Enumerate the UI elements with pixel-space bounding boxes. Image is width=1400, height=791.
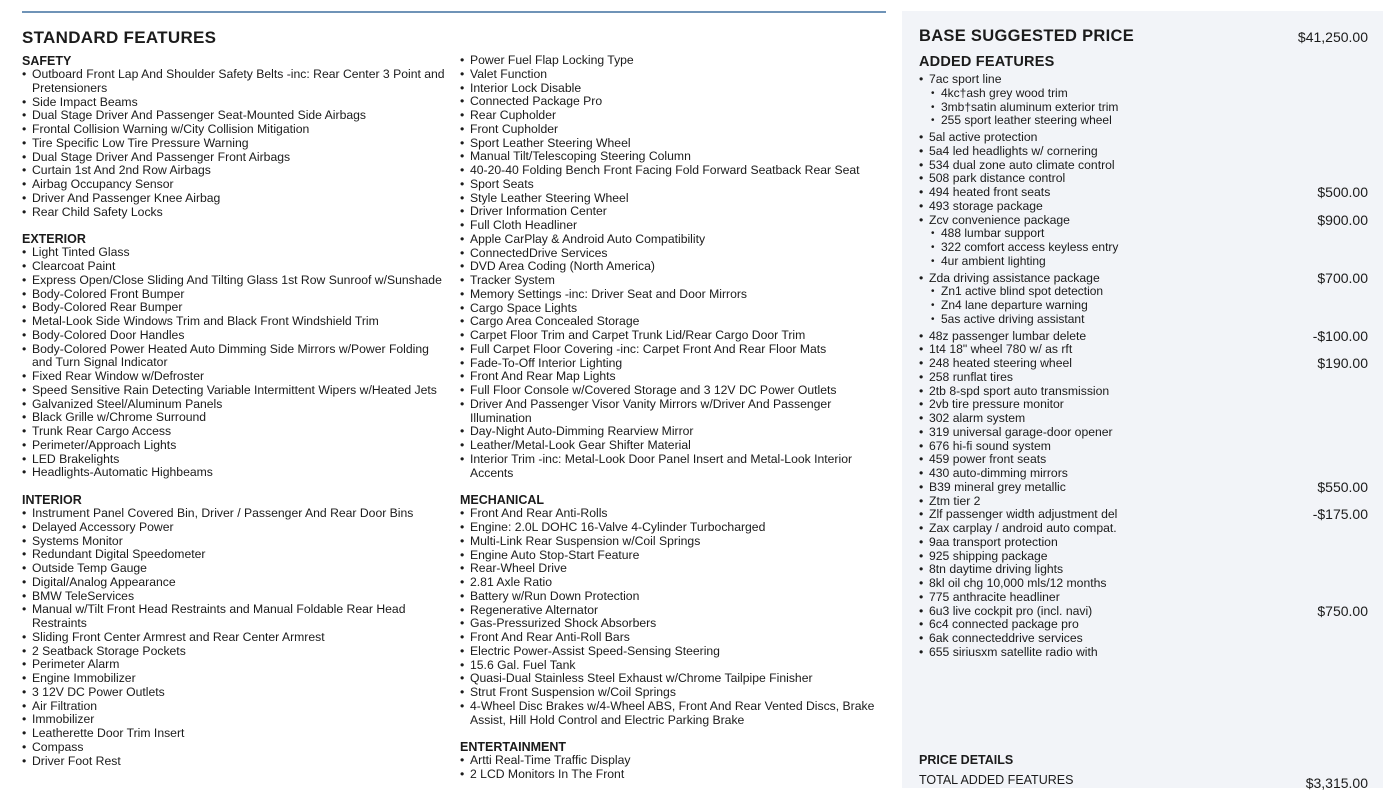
feature-item: • Strut Front Suspension w/Coil Springs	[460, 686, 885, 700]
feature-item: • Full Cloth Headliner	[460, 219, 885, 233]
feature-item: • ConnectedDrive Services	[460, 247, 885, 261]
feature-item: • Day-Night Auto-Dimming Rearview Mirror	[460, 425, 885, 439]
option-price: $900.00	[1317, 211, 1368, 228]
option-sub-list	[919, 227, 1368, 268]
feature-item: • Express Open/Close Sliding And Tilting Glass 1st Row Sunroof w/Sunshade	[22, 274, 452, 288]
option-item	[919, 618, 1368, 632]
option-label: 258 runflat tires	[929, 369, 1014, 384]
option-label: 1t4 18" wheel 780 w/ as rft	[929, 342, 1073, 357]
feature-item: • 15.6 Gal. Fuel Tank	[460, 659, 885, 673]
option-price: -$100.00	[1312, 327, 1368, 344]
standard-features-title: STANDARD FEATURES	[22, 28, 217, 47]
option-sub-item: • Zn4 lane departure warning	[931, 299, 1368, 313]
feature-item: • Carpet Floor Trim and Carpet Trunk Lid/Rear Cargo Door Trim	[460, 329, 885, 343]
header-rule	[22, 11, 886, 13]
option-price: -$175.00	[1312, 506, 1368, 523]
option-label: Zda driving assistance package	[929, 270, 1100, 285]
feature-item: • BMW TeleServices	[22, 590, 452, 604]
option-label: 2vb tire pressure monitor	[929, 397, 1064, 412]
option-label: 8tn daytime driving lights	[929, 562, 1064, 577]
option-item	[919, 440, 1368, 454]
feature-item: • Air Filtration	[22, 700, 452, 714]
feature-item: • Body-Colored Front Bumper	[22, 288, 452, 302]
option-label: 534 dual zone auto climate control	[929, 157, 1115, 172]
option-item	[919, 426, 1368, 440]
feature-item: • Body-Colored Power Heated Auto Dimming Side Mirrors w/Power Folding and Turn Signal Indicator	[22, 343, 452, 371]
option-item	[919, 343, 1368, 357]
option-item	[919, 412, 1368, 426]
feature-list	[460, 507, 885, 727]
option-label: 302 alarm system	[929, 411, 1026, 425]
option-item	[919, 646, 1368, 660]
feature-item: • Airbag Occupancy Sensor	[22, 178, 452, 192]
feature-item: • Curtain 1st And 2nd Row Airbags	[22, 164, 452, 178]
option-item	[919, 478, 1368, 495]
feature-item: • Battery w/Run Down Protection	[460, 590, 885, 604]
feature-item: • 2 LCD Monitors In The Front	[460, 768, 885, 782]
option-item	[919, 453, 1368, 467]
feature-item: • Compass	[22, 741, 452, 755]
feature-item: • 40-20-40 Folding Bench Front Facing Fold Forward Seatback Rear Seat	[460, 164, 885, 178]
option-sub-item: • 4ur ambient lighting	[931, 255, 1368, 269]
feature-item: • Fade-To-Off Interior Lighting	[460, 357, 885, 371]
option-item	[919, 536, 1368, 550]
price-details-heading: PRICE DETAILS	[919, 753, 1014, 767]
feature-list	[460, 54, 885, 480]
feature-item: • Redundant Digital Speedometer	[22, 548, 452, 562]
feature-item: • Rear Child Safety Locks	[22, 206, 452, 220]
option-sub-item: • 322 comfort access keyless entry	[931, 241, 1368, 255]
option-item	[919, 591, 1368, 605]
feature-item: • Power Fuel Flap Locking Type	[460, 54, 885, 68]
option-label: 508 park distance control	[929, 171, 1066, 186]
total-added-features-value: $3,315.00	[1305, 775, 1368, 791]
feature-item: • Dual Stage Driver And Passenger Seat-Mounted Side Airbags	[22, 109, 452, 123]
feature-item: • 2.81 Axle Ratio	[460, 576, 885, 590]
feature-item: • Tire Specific Low Tire Pressure Warning	[22, 137, 452, 151]
feature-item: • Engine Auto Stop-Start Feature	[460, 549, 885, 563]
option-item	[919, 385, 1368, 399]
feature-item: • Memory Settings -inc: Driver Seat and Door Mirrors	[460, 288, 885, 302]
feature-item: • Driver Foot Rest	[22, 755, 452, 769]
section-heading: INTERIOR	[22, 493, 82, 507]
option-sub-item: • 5as active driving assistant	[931, 313, 1368, 327]
feature-item: • Perimeter/Approach Lights	[22, 439, 452, 453]
feature-item: • Manual w/Tilt Front Head Restraints and Manual Foldable Rear Head Restraints	[22, 603, 452, 631]
section-heading: MECHANICAL	[460, 493, 545, 508]
option-sub-item: • 3mb†satin aluminum exterior trim	[931, 101, 1368, 115]
option-item	[919, 186, 1368, 200]
option-item	[919, 159, 1368, 173]
base-price-label: BASE SUGGESTED PRICE	[919, 27, 1135, 45]
option-price: $190.00	[1317, 355, 1368, 371]
feature-item: • Apple CarPlay & Android Auto Compatibility	[460, 233, 885, 247]
feature-item: • Electric Power-Assist Speed-Sensing Steering	[460, 645, 885, 659]
feature-item: • Rear Cupholder	[460, 109, 885, 123]
option-item	[919, 398, 1368, 412]
option-item	[919, 371, 1368, 385]
feature-item: • Headlights-Automatic Highbeams	[22, 466, 452, 480]
feature-item: • Metal-Look Side Windows Trim and Black Front Windshield Trim	[22, 315, 452, 329]
feature-item: • Full Floor Console w/Covered Storage and 3 12V DC Power Outlets	[460, 384, 885, 398]
option-item	[919, 632, 1368, 646]
option-label: 8kl oil chg 10,000 mls/12 months	[929, 576, 1107, 590]
feature-item: • Connected Package Pro	[460, 95, 885, 109]
pricing-panel	[902, 11, 1383, 791]
option-price: $700.00	[1317, 269, 1368, 286]
feature-item: • Light Tinted Glass	[22, 246, 452, 260]
feature-item: • Body-Colored Rear Bumper	[22, 301, 452, 315]
feature-list	[22, 507, 452, 768]
option-item	[919, 327, 1368, 344]
feature-item: • Trunk Rear Cargo Access	[22, 425, 452, 439]
option-label: Ztm tier 2	[929, 493, 981, 508]
feature-item: • Sliding Front Center Armrest and Rear Center Armrest	[22, 631, 452, 645]
added-features-list	[919, 73, 1368, 660]
option-item	[919, 131, 1368, 145]
option-item	[919, 522, 1368, 536]
total-added-features-row	[919, 773, 1368, 791]
option-item	[919, 211, 1368, 228]
option-sub-item: • Zn1 active blind spot detection	[931, 285, 1368, 299]
option-label: 6ak connecteddrive services	[929, 631, 1083, 645]
feature-item: • Fixed Rear Window w/Defroster	[22, 370, 452, 384]
option-sub-list	[919, 87, 1368, 128]
feature-item: • Rear-Wheel Drive	[460, 562, 885, 576]
option-item	[919, 495, 1368, 509]
option-label: 5al active protection	[929, 130, 1038, 144]
feature-item: • 3 12V DC Power Outlets	[22, 686, 452, 700]
feature-item: • Front And Rear Map Lights	[460, 370, 885, 384]
feature-item: • 2 Seatback Storage Pockets	[22, 645, 452, 659]
option-label: Zlf passenger width adjustment del	[929, 507, 1118, 522]
feature-item: • Delayed Accessory Power	[22, 521, 452, 535]
section-heading: ENTERTAINMENT	[460, 740, 567, 755]
option-label: 7ac sport line	[929, 72, 1002, 86]
feature-item: • Clearcoat Paint	[22, 260, 452, 274]
feature-item: • Side Impact Beams	[22, 96, 452, 110]
option-item	[919, 577, 1368, 591]
option-label: 493 storage package	[929, 198, 1043, 213]
option-label: 319 universal garage-door opener	[929, 424, 1113, 439]
option-label: 248 heated steering wheel	[929, 356, 1072, 370]
added-features-heading: ADDED FEATURES	[919, 54, 1055, 70]
option-sub-item: • 255 sport leather steering wheel	[931, 114, 1368, 128]
feature-item: • Galvanized Steel/Aluminum Panels	[22, 398, 452, 412]
feature-item: • Front And Rear Anti-Roll Bars	[460, 631, 885, 645]
option-price: $750.00	[1317, 602, 1368, 619]
feature-item: • 4-Wheel Disc Brakes w/4-Wheel ABS, Front And Rear Vented Discs, Brake Assist, Hill Hold Control and Electric Parking Brake	[460, 700, 885, 728]
option-item	[919, 172, 1368, 186]
option-label: 48z passenger lumbar delete	[929, 328, 1087, 343]
option-label: 925 shipping package	[929, 548, 1048, 563]
option-label: 459 power front seats	[929, 452, 1047, 467]
section-heading: EXTERIOR	[22, 232, 86, 247]
feature-item: • Engine Immobilizer	[22, 672, 452, 686]
option-price: $550.00	[1317, 478, 1368, 495]
option-label: 9aa transport protection	[929, 534, 1058, 549]
feature-item: • Driver And Passenger Knee Airbag	[22, 192, 452, 206]
section-gap	[22, 219, 452, 232]
feature-list	[22, 246, 452, 480]
option-label: Zax carplay / android auto compat.	[929, 521, 1117, 535]
option-label: 5a4 led headlights w/ cornering	[929, 143, 1098, 158]
standard-features-column-1	[22, 54, 452, 768]
feature-item: • Engine: 2.0L DOHC 16-Valve 4-Cylinder Turbocharged	[460, 521, 885, 535]
feature-item: • Sport Seats	[460, 178, 885, 192]
feature-item: • Digital/Analog Appearance	[22, 576, 452, 590]
option-sub-item: • 4kc†ash grey wood trim	[931, 87, 1368, 101]
feature-item: • Speed Sensitive Rain Detecting Variable Intermittent Wipers w/Heated Jets	[22, 384, 452, 398]
option-price: $500.00	[1317, 184, 1368, 200]
feature-item: • Artti Real-Time Traffic Display	[460, 754, 885, 768]
option-label: 6c4 connected package pro	[929, 617, 1079, 632]
feature-item: • Instrument Panel Covered Bin, Driver / Passenger And Rear Door Bins	[22, 507, 452, 521]
feature-list	[22, 68, 452, 219]
option-item	[919, 145, 1368, 159]
section-gap	[460, 480, 885, 493]
feature-item: • Regenerative Alternator	[460, 604, 885, 618]
feature-item: • Black Grille w/Chrome Surround	[22, 411, 452, 425]
feature-item: • Driver Information Center	[460, 205, 885, 219]
option-label: 676 hi-fi sound system	[929, 438, 1051, 453]
feature-item: • Interior Trim -inc: Metal-Look Door Panel Insert and Metal-Look Interior Accents	[460, 453, 885, 481]
option-item	[919, 467, 1368, 481]
option-label: Zcv convenience package	[929, 212, 1070, 227]
section-heading: SAFETY	[22, 54, 72, 68]
base-price-row	[919, 27, 1368, 46]
feature-item: • Full Carpet Floor Covering -inc: Carpet Front And Rear Floor Mats	[460, 343, 885, 357]
feature-list	[460, 754, 885, 782]
feature-item: • Manual Tilt/Telescoping Steering Column	[460, 150, 885, 164]
option-item	[919, 200, 1368, 214]
feature-item: • Leather/Metal-Look Gear Shifter Material	[460, 439, 885, 453]
feature-item: • Immobilizer	[22, 713, 452, 727]
option-label: B39 mineral grey metallic	[929, 479, 1066, 494]
option-item	[919, 508, 1368, 522]
feature-item: • LED Brakelights	[22, 453, 452, 467]
option-item	[919, 357, 1368, 371]
option-item	[919, 563, 1368, 577]
feature-item: • Systems Monitor	[22, 535, 452, 549]
option-label: 655 siriusxm satellite radio with	[929, 644, 1098, 659]
feature-item: • Multi-Link Rear Suspension w/Coil Springs	[460, 535, 885, 549]
feature-item: • Leatherette Door Trim Insert	[22, 727, 452, 741]
option-label: 775 anthracite headliner	[929, 589, 1060, 604]
option-label: 2tb 8-spd sport auto transmission	[929, 383, 1110, 398]
feature-item: • Frontal Collision Warning w/City Collision Mitigation	[22, 123, 452, 137]
feature-item: • Front And Rear Anti-Rolls	[460, 507, 885, 521]
feature-item: • Quasi-Dual Stainless Steel Exhaust w/Chrome Tailpipe Finisher	[460, 672, 885, 686]
feature-item: • Style Leather Steering Wheel	[460, 192, 885, 206]
option-item	[919, 269, 1368, 286]
feature-item: • Cargo Area Concealed Storage	[460, 315, 885, 329]
total-added-features-label: TOTAL ADDED FEATURES	[919, 773, 1074, 787]
standard-features-column-2	[460, 54, 885, 782]
option-sub-item: • 488 lumbar support	[931, 227, 1368, 241]
feature-item: • Body-Colored Door Handles	[22, 329, 452, 343]
option-label: 430 auto-dimming mirrors	[929, 466, 1068, 480]
feature-item: • Sport Leather Steering Wheel	[460, 137, 885, 151]
feature-item: • Tracker System	[460, 274, 885, 288]
feature-item: • Outside Temp Gauge	[22, 562, 452, 576]
feature-item: • Driver And Passenger Visor Vanity Mirrors w/Driver And Passenger Illumination	[460, 398, 885, 426]
option-label: 6u3 live cockpit pro (incl. navi)	[929, 603, 1093, 618]
feature-item: • Cargo Space Lights	[460, 302, 885, 316]
feature-item: • DVD Area Coding (North America)	[460, 260, 885, 274]
feature-item: • Perimeter Alarm	[22, 658, 452, 672]
section-gap	[460, 727, 885, 740]
section-gap	[22, 480, 452, 493]
option-item	[919, 73, 1368, 87]
feature-item: • Gas-Pressurized Shock Absorbers	[460, 617, 885, 631]
feature-item: • Front Cupholder	[460, 123, 885, 137]
feature-item: • Interior Lock Disable	[460, 82, 885, 96]
option-sub-list	[919, 285, 1368, 326]
option-label: 494 heated front seats	[929, 185, 1051, 199]
base-price-value: $41,250.00	[1297, 29, 1368, 45]
feature-item: • Valet Function	[460, 68, 885, 82]
option-item	[919, 602, 1368, 619]
feature-item: • Dual Stage Driver And Passenger Front Airbags	[22, 151, 452, 165]
feature-item: • Outboard Front Lap And Shoulder Safety Belts -inc: Rear Center 3 Point and Pretensioners	[22, 68, 452, 96]
option-item	[919, 550, 1368, 564]
